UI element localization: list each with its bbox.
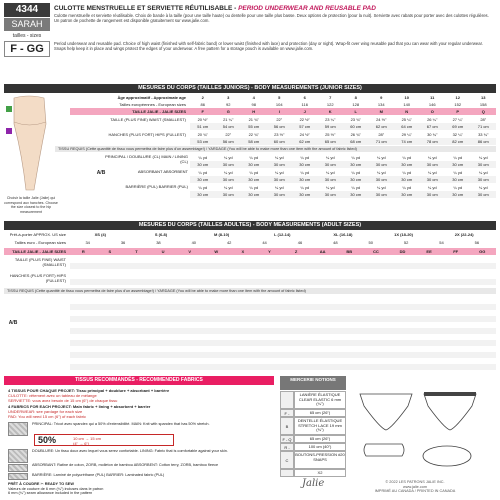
junior-cell: 4 bbox=[252, 95, 255, 100]
junior-fabric-cell: ¼ yd bbox=[376, 170, 386, 175]
junior-fabric-cm: 30 cm bbox=[267, 176, 293, 183]
junior-fabric-cm: 30 cm bbox=[216, 191, 242, 198]
waist-marker-icon bbox=[6, 106, 12, 112]
adult-hips-label: HANCHES (PLUS FORT) HIPS (FULLEST) bbox=[9, 273, 66, 283]
junior-cell: 60 cm bbox=[273, 139, 285, 144]
stretch-value: 10 cm → 15 cm bbox=[73, 436, 102, 441]
adult-waist-bg bbox=[70, 263, 496, 269]
title-fr: CULOTTE MENSTRUELLE ET SERVIETTE RÉUTILISABLE - bbox=[54, 5, 239, 12]
notion-item: DENTELLE ÉLASTIQUE STRETCH LACE 19 mm (¾") bbox=[294, 417, 346, 435]
notion-key bbox=[280, 391, 294, 409]
junior-fabric-cm: 30 cm bbox=[190, 176, 216, 183]
junior-cell: 116 bbox=[301, 102, 308, 107]
notion-key: F - bbox=[280, 409, 294, 417]
adult-jalie-cell: S bbox=[108, 249, 112, 254]
stretch-percent: 50% bbox=[38, 435, 57, 445]
notion-key: B bbox=[280, 417, 294, 435]
adult-fabric-row-bg bbox=[70, 352, 496, 358]
junior-fabric-cell: ¼ yd bbox=[300, 170, 310, 175]
fabrics-line1: 4 TISSUS POUR CHAQUE PROJET: Tissu principal + doublure + absorbant + barrière bbox=[8, 388, 170, 393]
junior-cell: 22" bbox=[225, 132, 232, 137]
junior-cell: 59 cm bbox=[324, 124, 336, 129]
junior-cell: 68 cm bbox=[350, 139, 362, 144]
seam-allowance-en: 6 mm (¼") seam allowance included in the pattern bbox=[8, 491, 93, 496]
junior-fabric-cm: 30 cm bbox=[241, 161, 267, 168]
junior-cell: 98 bbox=[251, 102, 256, 107]
adult-prapo-cell: 1X (18-20) bbox=[394, 232, 413, 237]
junior-fabric-cm: 30 cm bbox=[241, 176, 267, 183]
junior-fabric-cm: 30 cm bbox=[292, 191, 318, 198]
junior-cell: 104 bbox=[275, 102, 283, 107]
junior-cell: 51 cm bbox=[197, 124, 209, 129]
junior-cell: 122 bbox=[326, 102, 334, 107]
main-fabric-fr: PRINCIPAL: Tricot avec spandex qui a 50% d'extensibilité. bbox=[32, 422, 131, 426]
junior-fabric-cm: 30 cm bbox=[267, 191, 293, 198]
adult-jalie-cell: AA bbox=[319, 249, 326, 254]
junior-cell: 152 bbox=[454, 102, 462, 107]
underwear-back-drawing bbox=[424, 394, 476, 430]
junior-cell: 69 cm bbox=[452, 124, 464, 129]
sizes-label: tailles - sizes bbox=[12, 33, 42, 39]
junior-cell: N bbox=[405, 109, 409, 114]
junior-fabric-cm: 30 cm bbox=[190, 161, 216, 168]
adult-prapo-cell: XL (16-18) bbox=[333, 232, 353, 237]
notion-item: LANIÈRE ÉLASTIQUE CLEAR ELASTIC 6 mm (¼") bbox=[294, 391, 346, 409]
junior-cell: 134 bbox=[377, 102, 385, 107]
adult-fabric-row-bg bbox=[70, 304, 496, 310]
junior-measurements-bar: MESURES DU CORPS (TAILLES JUNIORS) - BODY MEASUREMENTS (JUNIOR SIZES) bbox=[4, 84, 496, 93]
junior-cell: 65 cm bbox=[324, 139, 336, 144]
description-en: Period underwear and reusable pad. Choice of high waist (finished with self-fabric band) or lower waist (finished with lace) and protection (day or night). Wrap-fit over wing reusable pad that you can wear with your regular underwear. Snaps help keep it in place and wings protect the edges of your underwear. A free pattern for a storage pouch is available on www.jalie.com. bbox=[54, 41, 483, 51]
junior-cell: I bbox=[278, 109, 280, 114]
junior-cell: 62 cm bbox=[299, 139, 311, 144]
junior-fabric-cell: ¼ yd bbox=[402, 170, 412, 175]
lining-swatch bbox=[8, 449, 28, 463]
notion-key: R - bbox=[280, 443, 294, 451]
junior-cell: G bbox=[226, 109, 230, 114]
junior-cell: 56 cm bbox=[222, 139, 234, 144]
junior-cell: 128 bbox=[352, 102, 360, 107]
junior-fabric-cm: 30 cm bbox=[190, 191, 216, 198]
junior-cell: 53 cm bbox=[197, 139, 209, 144]
adult-eu-cell: 54 bbox=[439, 240, 444, 245]
junior-fabric-cell: ¼ yd bbox=[376, 185, 386, 190]
adult-prapo-cell: XS (4) bbox=[94, 232, 106, 237]
junior-row-label: TAILLE (PLUS FINE) WAIST (SMALLEST) bbox=[110, 117, 186, 122]
adult-prapo-cell: S (6-8) bbox=[154, 232, 168, 237]
seam-allowance-fr: Valeurs de couture de 6 mm (¼") incluses dans le patron bbox=[8, 486, 104, 491]
hip-marker-icon bbox=[6, 128, 12, 134]
junior-fabric-cm: 30 cm bbox=[471, 161, 497, 168]
lining-fr: DOUBLURE: Un tissu doux avec lequel vous serez confortable. bbox=[32, 449, 139, 453]
junior-cell: O bbox=[430, 109, 434, 114]
adult-prapo-label: Prêt-à-porter APPROX. US size bbox=[9, 232, 66, 237]
junior-cell: 26 ¾" bbox=[350, 132, 361, 137]
junior-fabric-cell: ¼ yd bbox=[223, 155, 233, 160]
junior-fabric-cell: ¼ yd bbox=[300, 155, 310, 160]
notion-key bbox=[280, 469, 294, 477]
adult-fabric-subbar: TISSU REQUIS (Cette quantité de tissu vous permettra de faire plus d'un assemblage!) / YARDAGE (You will be able to make more than one item with the amount of fabric listed) bbox=[4, 288, 496, 294]
junior-fabric-cm: 30 cm bbox=[445, 161, 471, 168]
junior-cell: 60 cm bbox=[350, 124, 362, 129]
main-fabric-swatch bbox=[8, 422, 28, 436]
junior-fabric-cm: 30 cm bbox=[318, 161, 344, 168]
junior-fabric-cell: ¼ yd bbox=[198, 170, 208, 175]
junior-fabric-cell: ¼ yd bbox=[478, 170, 488, 175]
junior-cell: 25 ½" bbox=[325, 132, 336, 137]
junior-cell: 22" bbox=[276, 117, 283, 122]
fabrics-line6: PAD: You will need 15 cm (6") of each fabric bbox=[8, 414, 87, 419]
adult-jalie-cell: V bbox=[188, 249, 192, 254]
junior-fabric-cell: ¼ yd bbox=[427, 170, 437, 175]
pattern-number: 4344 bbox=[4, 3, 50, 17]
junior-fabric-cm: 30 cm bbox=[445, 191, 471, 198]
junior-cell: 74 cm bbox=[401, 139, 413, 144]
junior-cell: 33 ¾" bbox=[478, 132, 489, 137]
website: www.jalie.com bbox=[402, 484, 428, 489]
barrier-swatch bbox=[8, 473, 28, 480]
adult-eu-cell: 48 bbox=[333, 240, 338, 245]
junior-cell: 25 ¼" bbox=[401, 117, 412, 122]
pad-drawing bbox=[364, 444, 404, 456]
junior-fabric-cell: ¼ yd bbox=[198, 155, 208, 160]
junior-fabric-cell: ¼ yd bbox=[376, 155, 386, 160]
junior-cell: 2 bbox=[201, 95, 204, 100]
notion-item: BOUTONS-PRESSION #20 SNAPS bbox=[294, 451, 346, 469]
barrier-fr: BARRIÈRE: Laminé de polyuréthane (PUL) bbox=[32, 473, 106, 477]
junior-fabric-cell: ¼ yd bbox=[223, 170, 233, 175]
junior-cell: 92 bbox=[226, 102, 231, 107]
ab-label: A/B bbox=[96, 170, 106, 176]
junior-fabric-cm: 30 cm bbox=[471, 191, 497, 198]
adult-eu-cell: 46 bbox=[297, 240, 303, 245]
adult-jalie-cell: W bbox=[214, 249, 219, 254]
junior-fabric-cell: ¼ yd bbox=[300, 185, 310, 190]
adult-eu-cell: 34 bbox=[85, 240, 90, 245]
junior-cell: 71 cm bbox=[375, 139, 387, 144]
junior-cell: 23 ½" bbox=[274, 132, 285, 137]
notion-item: 65 cm (26") bbox=[294, 409, 346, 417]
adult-jalie-cell: DD bbox=[399, 249, 406, 254]
jalie-logo: Jalie bbox=[302, 478, 325, 489]
footer-left bbox=[8, 482, 228, 496]
junior-fabric-cm: 30 cm bbox=[216, 161, 242, 168]
junior-fabric-label: BARRIÈRE (PUL) BARRIER (PUL) bbox=[125, 184, 188, 189]
ready-to-sew: PRÊT À COUDRE ✂ READY TO SEW bbox=[8, 482, 74, 486]
junior-fabric-cm: 30 cm bbox=[292, 176, 318, 183]
adult-eu-cell: 38 bbox=[156, 240, 161, 245]
barrier-text bbox=[32, 473, 272, 478]
adult-eu-cell: 52 bbox=[403, 240, 409, 245]
description-fr: Culotte menstruelle et serviette réutilisable. Choix de bande à la taille (pour une taille haute) ou dentelle pour une taille plus basse. Deux options de protection (pour la nuit). Serviette avec rabats pour porter avec des culottes régulières. Un patron de pochette de rangement est disponible gratuitement sur www.jalie.com. bbox=[54, 13, 489, 23]
junior-cell: 82 cm bbox=[452, 139, 464, 144]
junior-cell: 54 cm bbox=[222, 124, 234, 129]
adult-jalie-cell: CC bbox=[373, 249, 379, 254]
notion-item: 100 cm (40") bbox=[294, 443, 346, 451]
fabrics-line4: 4 FABRICS FOR EACH PROJECT: Main fabric + lining + absorbent + barrier bbox=[8, 404, 151, 409]
adult-fabric-row-bg bbox=[70, 364, 496, 370]
junior-cell: 23 ¾" bbox=[350, 117, 361, 122]
junior-cell: J bbox=[303, 109, 306, 114]
junior-cell: 57 cm bbox=[299, 124, 311, 129]
junior-cell: 13 bbox=[481, 95, 486, 100]
junior-cell: 71 cm bbox=[477, 124, 489, 129]
adult-prapo-cell: 2X (22-24) bbox=[454, 232, 474, 237]
junior-cell: 28" bbox=[378, 132, 385, 137]
adult-measurements-bar: MESURES DU CORPS (TAILLES ADULTES) - BODY MEASUREMENTS (ADULT SIZES) bbox=[4, 221, 496, 230]
junior-cell: 26 ¼" bbox=[427, 117, 438, 122]
junior-cell: 20 ¾" bbox=[197, 132, 208, 137]
junior-fabric-cm: 30 cm bbox=[343, 161, 369, 168]
junior-fabric-cm: 30 cm bbox=[343, 191, 369, 198]
junior-fabric-cm: 30 cm bbox=[369, 161, 395, 168]
junior-fabric-cell: ¼ yd bbox=[274, 185, 284, 190]
junior-fabric-subbar: TISSU REQUIS (Cette quantité de tissu vous permettra de faire plus d'un assemblage!) / YARDAGE (You will be able to make more than one item with the amount of fabric listed) bbox=[55, 146, 496, 152]
junior-cell: 21 ¼" bbox=[223, 117, 234, 122]
junior-fabric-cell: ¼ yd bbox=[325, 185, 335, 190]
junior-cell: 78 cm bbox=[426, 139, 438, 144]
fabrics-line3: SERVIETTE: vous avez besoin de 15 cm (6") de chaque tissu bbox=[8, 398, 118, 403]
recommended-fabrics-bar: TISSUS RECOMMANDÉS - RECOMMENDED FABRICS bbox=[4, 376, 274, 385]
junior-fabric-cell: ¼ yd bbox=[325, 170, 335, 175]
adult-prapo-cell: L (12-14) bbox=[274, 232, 291, 237]
underwear-front-drawing bbox=[360, 394, 412, 430]
body-figure-illustration bbox=[4, 94, 54, 194]
junior-cell: K bbox=[328, 109, 332, 114]
junior-fabric-cm: 30 cm bbox=[318, 176, 344, 183]
notion-key: C bbox=[280, 451, 294, 469]
adult-jalie-cell: X bbox=[241, 249, 245, 254]
junior-cell: 11 bbox=[430, 95, 435, 100]
adult-jalie-cell: R bbox=[81, 249, 85, 254]
barrier-en: BARRIER: Laminated fabric (PUL) bbox=[106, 473, 165, 477]
junior-cell: 7 bbox=[329, 95, 332, 100]
junior-cell: 10 bbox=[404, 95, 409, 100]
junior-cell: 22 ½" bbox=[299, 117, 310, 122]
junior-cell: P bbox=[456, 109, 460, 114]
adult-ab-label: A/B bbox=[8, 320, 18, 326]
adult-jalie-label: TAILLE JALIE - JALIE SIZES bbox=[12, 249, 66, 254]
junior-cell: 64 cm bbox=[401, 124, 413, 129]
title-en: PERIOD UNDERWEAR AND REUSABLE PAD bbox=[238, 5, 376, 12]
junior-cell: Q bbox=[481, 109, 485, 114]
junior-fabric-cell: ¼ yd bbox=[351, 185, 361, 190]
junior-fabric-cm: 30 cm bbox=[445, 176, 471, 183]
junior-cell: 30 ¾" bbox=[427, 132, 438, 137]
junior-fabric-cell: ¼ yd bbox=[402, 155, 412, 160]
junior-cell: 23 ¼" bbox=[325, 117, 336, 122]
junior-cell: L bbox=[354, 109, 357, 114]
junior-fabric-cm: 30 cm bbox=[369, 176, 395, 183]
junior-fabric-cm: 30 cm bbox=[394, 161, 420, 168]
lace-band-drawing bbox=[424, 392, 476, 396]
pattern-title bbox=[54, 5, 494, 12]
copyright: © 2022 LES PATRONS JALIE INC. bbox=[385, 480, 445, 484]
junior-fabric-cell: ¼ yd bbox=[198, 185, 208, 190]
junior-cell: 140 bbox=[403, 102, 411, 107]
junior-fabric-cell: ¼ yd bbox=[427, 155, 437, 160]
junior-fabric-cell: ¼ yd bbox=[249, 185, 259, 190]
adult-fabric-row-bg bbox=[70, 316, 496, 322]
junior-fabric-cm: 30 cm bbox=[343, 176, 369, 183]
notion-key: F - Q bbox=[280, 435, 294, 443]
junior-fabric-cell: ¼ yd bbox=[249, 170, 259, 175]
adult-eu-cell: 42 bbox=[226, 240, 232, 245]
junior-fabric-cell: ¼ yd bbox=[478, 155, 488, 160]
adult-jalie-cell: T bbox=[135, 249, 138, 254]
junior-fabric-cm: 30 cm bbox=[471, 176, 497, 183]
junior-cell: 27 ¼" bbox=[452, 117, 463, 122]
junior-cell: M bbox=[379, 109, 383, 114]
junior-cell: 22 ¾" bbox=[248, 132, 259, 137]
junior-cell: 6 bbox=[303, 95, 306, 100]
junior-cell: 55 cm bbox=[248, 124, 260, 129]
junior-fabric-cm: 30 cm bbox=[216, 176, 242, 183]
adult-jalie-cell: U bbox=[161, 249, 165, 254]
adult-jalie-cell: BB bbox=[346, 249, 353, 254]
junior-fabric-label: PRINCIPAL / DOUBLURE (CL) MAIN / LINING (CL) bbox=[105, 154, 188, 164]
junior-cell: 8 bbox=[354, 95, 357, 100]
notions-bar: MERCERIE NOTIONS bbox=[280, 376, 346, 390]
junior-fabric-cell: ¼ yd bbox=[453, 155, 463, 160]
printed-in: IMPRIMÉ AU CANADA / PRINTED IN CANADA bbox=[374, 489, 456, 494]
junior-row-label: HANCHES (PLUS FORT) HIPS (FULLEST) bbox=[108, 132, 186, 137]
adult-fabric-row-bg bbox=[70, 340, 496, 346]
main-fabric-text bbox=[32, 422, 272, 427]
junior-fabric-label: ABSORBANT ABSORBENT bbox=[137, 169, 188, 174]
junior-fabric-cm: 30 cm bbox=[420, 161, 446, 168]
junior-row-label: TAILLE JALIE - JALIE SIZES bbox=[132, 109, 186, 114]
footer-right bbox=[340, 480, 490, 494]
adult-eu-cell: 56 bbox=[474, 240, 480, 245]
junior-cell: 56 cm bbox=[273, 124, 285, 129]
junior-cell: 20 ½" bbox=[197, 117, 208, 122]
junior-cell: 28" bbox=[480, 117, 487, 122]
stretch-test-box bbox=[34, 434, 174, 446]
notion-item: 65 cm (26") bbox=[294, 435, 346, 443]
junior-cell: 29 ¼" bbox=[401, 132, 412, 137]
adult-eu-cell: 50 bbox=[368, 240, 373, 245]
junior-fabric-cm: 30 cm bbox=[318, 191, 344, 198]
junior-fabric-cm: 30 cm bbox=[241, 191, 267, 198]
junior-fabric-cell: ¼ yd bbox=[453, 185, 463, 190]
junior-fabric-cell: ¼ yd bbox=[351, 155, 361, 160]
lining-en: LINING: Fabric that is comfortable against your skin. bbox=[139, 449, 228, 453]
adult-fabric-row-bg bbox=[70, 328, 496, 334]
junior-cell: 158 bbox=[479, 102, 487, 107]
figure-caption: Choisir la taille Jalie (Jalie) qui correspond aux hanches. Choose the size closest to the hip measurement bbox=[4, 196, 58, 214]
junior-fabric-cell: ¼ yd bbox=[223, 185, 233, 190]
adult-waist-label: TAILLE (PLUS FINE) WAIST (SMALLEST) bbox=[14, 257, 66, 267]
junior-fabric-cell: ¼ yd bbox=[325, 155, 335, 160]
junior-fabric-cell: ¼ yd bbox=[274, 170, 284, 175]
fabrics-line5: UNDERWEAR: see yardage for each size bbox=[8, 409, 83, 414]
main-fabric-en: MAIN: Knit with spandex that has 50% stretch. bbox=[131, 422, 210, 426]
junior-cell: 86 bbox=[200, 102, 205, 107]
junior-cell: 67 cm bbox=[426, 124, 438, 129]
junior-fabric-cell: ¼ yd bbox=[351, 170, 361, 175]
junior-cell: 24 ½" bbox=[376, 117, 387, 122]
junior-cell: F bbox=[201, 109, 204, 114]
junior-fabric-cell: ¼ yd bbox=[453, 170, 463, 175]
adult-eu-cell: 40 bbox=[191, 240, 197, 245]
adult-jalie-cell: GG bbox=[479, 249, 486, 254]
absorbent-fr: ABSORBANT: Ratine de coton, ZORB, molleton de bambou bbox=[32, 463, 133, 467]
junior-cell: 58 cm bbox=[248, 139, 260, 144]
junior-cell: 62 cm bbox=[375, 124, 387, 129]
junior-fabric-cm: 30 cm bbox=[394, 191, 420, 198]
junior-cell: H bbox=[252, 109, 256, 114]
junior-row-label: Âge approximatif - Approximate age bbox=[117, 95, 186, 100]
pad-wings-drawing bbox=[423, 446, 471, 466]
junior-cell: 86 cm bbox=[477, 139, 489, 144]
junior-cell: 9 bbox=[380, 95, 383, 100]
stretch-value-inches: (4" → 6") bbox=[73, 441, 90, 446]
adult-jalie-cell: Y bbox=[268, 249, 271, 254]
absorbent-swatch bbox=[8, 464, 28, 472]
notion-item: X2 bbox=[294, 469, 346, 477]
junior-fabric-cm: 30 cm bbox=[292, 161, 318, 168]
junior-fabric-cm: 30 cm bbox=[369, 191, 395, 198]
adult-eu-cell: 36 bbox=[120, 240, 126, 245]
junior-fabric-cell: ¼ yd bbox=[402, 185, 412, 190]
pattern-name: SARAH bbox=[4, 18, 50, 31]
junior-cell: 21 ¾" bbox=[248, 117, 259, 122]
junior-fabric-cell: ¼ yd bbox=[249, 155, 259, 160]
junior-row-label: Tailles européennes - European sizes bbox=[119, 102, 186, 107]
garment-drawings bbox=[352, 388, 492, 478]
junior-fabric-cell: ¼ yd bbox=[274, 155, 284, 160]
adult-prapo-cell: M (8-10) bbox=[214, 232, 230, 237]
adult-eu-label: Tailles euro - European sizes bbox=[14, 240, 66, 245]
junior-fabric-cm: 30 cm bbox=[420, 191, 446, 198]
junior-cell: 24 ½" bbox=[299, 132, 310, 137]
junior-cell: 5 bbox=[278, 95, 281, 100]
junior-fabric-cell: ¼ yd bbox=[478, 185, 488, 190]
adult-jalie-cell: Z bbox=[294, 249, 298, 254]
adult-eu-cell: 44 bbox=[262, 240, 267, 245]
junior-cell: 146 bbox=[428, 102, 436, 107]
size-range: F - GG bbox=[4, 41, 50, 57]
junior-cell: 12 bbox=[455, 95, 460, 100]
junior-fabric-cm: 30 cm bbox=[420, 176, 446, 183]
junior-cell: 3 bbox=[227, 95, 230, 100]
lining-text bbox=[32, 449, 272, 454]
junior-cell: 32 ¼" bbox=[452, 132, 463, 137]
absorbent-text bbox=[32, 463, 272, 468]
adult-jalie-cell: EE bbox=[426, 249, 432, 254]
adult-jalie-cell: FF bbox=[453, 249, 459, 254]
fabrics-line2: CULOTTE: vêtement avec un tableau de mélange bbox=[8, 393, 97, 398]
adult-hips-bg bbox=[70, 279, 496, 285]
absorbent-en: ABSORBENT: Cotton terry, ZORB, bamboo fleece bbox=[133, 463, 219, 467]
junior-fabric-cm: 30 cm bbox=[394, 176, 420, 183]
junior-fabric-cm: 30 cm bbox=[267, 161, 293, 168]
junior-fabric-cell: ¼ yd bbox=[427, 185, 437, 190]
